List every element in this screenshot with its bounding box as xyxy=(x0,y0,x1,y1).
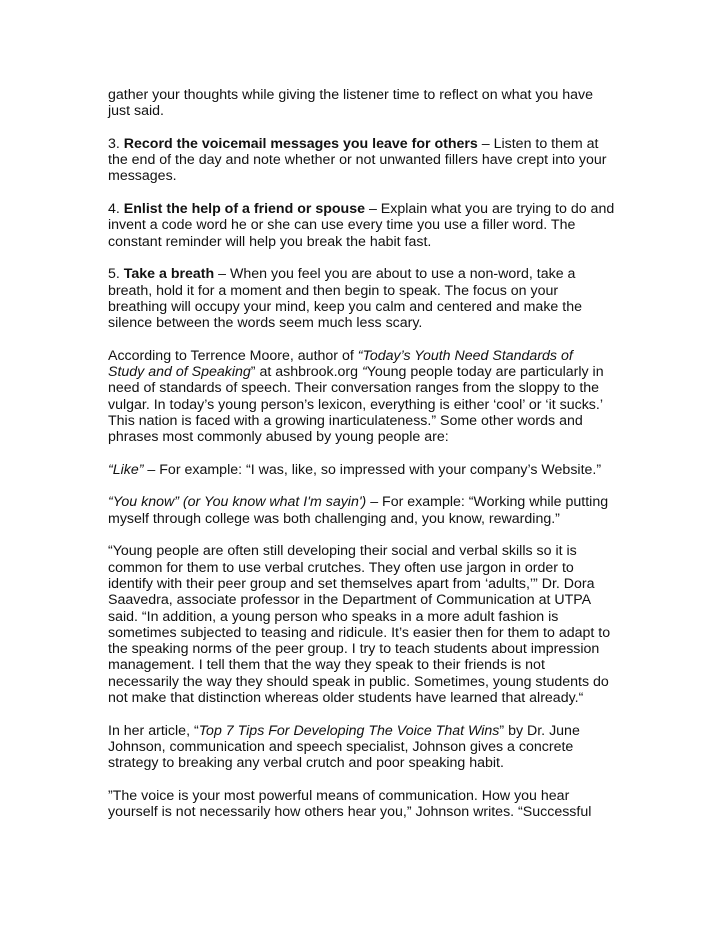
johnson-article-paragraph xyxy=(108,723,628,772)
tip-5-paragraph xyxy=(108,266,628,331)
text-segment: Young people today are particularly in need of standards of speech. Their conversation ranges from the sloppy to the vulgar. In today’s young person’s lexicon, everything is either ‘cool’ or ‘it sucks.’ This nation is faced with a growing inarticulateness.” Some other words and phrases most commonly abused by young people are: xyxy=(108,364,604,446)
paragraph-continuation: gather your thoughts while giving the listener time to reflect on what you have just said. xyxy=(108,87,594,120)
quote-mark: “ xyxy=(361,364,367,381)
tip-3-paragraph xyxy=(108,136,628,185)
tip-heading: Record the voicemail messages you leave for others xyxy=(123,135,478,152)
article-title: “Today’s Youth Need Standards of Study and of Speaking xyxy=(108,347,573,381)
text-segment: In her article, “ xyxy=(108,722,199,739)
text-segment: ” at ashbrook.org xyxy=(250,364,362,381)
tip-heading: Take a breath xyxy=(123,266,215,283)
tip-heading: Enlist the help of a friend or spouse xyxy=(123,201,365,218)
tip-4-paragraph xyxy=(108,201,628,250)
tip-body: – Explain what you are trying to do and invent a code word he or she can use every time you use a filler word. The constant reminder will help you break the habit fast. xyxy=(108,201,615,250)
document-page xyxy=(108,87,628,837)
tip-number: 3. xyxy=(108,135,124,152)
example-text: – For example: “I was, like, so impressed with your company’s Website.” xyxy=(143,461,602,478)
tip-body: – When you feel you are about to use a non-word, take a breath, hold it for a moment and then begin to speak. The focus on your breathing will occupy your mind, keep you calm and centered and make the silence between the words seem much less scary. xyxy=(108,266,582,332)
text-segment: According to Terrence Moore, author of xyxy=(108,347,358,364)
filler-word: “You know” (or You know what I'm sayin') xyxy=(108,494,367,511)
saavedra-quote-paragraph: “Young people are often still developing their social and verbal skills so it is common for them to use verbal crutches. They often use jargon in order to identify with their peer group and set themselves apart from ‘adults,’” Dr. Dora Saavedra, associate professor in the Department of Communication at UTPA said. “In addition, a young person who speaks in a more adult fashion is sometimes subjected to teasing and ridicule. It’s easier then for them to adapt to the speaking norms of the peer group. I try to teach students about impression management. I tell them that the way they speak to their friends is not necessarily the way they should speak in public. Sometimes, young students do not make that distinction whereas older students have learned that already.“ xyxy=(108,543,611,706)
example-text: – For example: “Working while putting myself through college was both challenging and, you know, rewarding.” xyxy=(108,494,609,527)
example-like-paragraph xyxy=(108,462,628,478)
text-segment: ” by Dr. June Johnson, communication and speech specialist, Johnson gives a concrete strategy to breaking any verbal crutch and poor speaking habit. xyxy=(108,722,580,772)
tip-body: – Listen to them at the end of the day and note whether or not unwanted fillers have crept into your messages. xyxy=(108,135,607,185)
article-title: Top 7 Tips For Developing The Voice That Wins xyxy=(198,722,500,739)
moore-quote-paragraph xyxy=(108,348,628,446)
filler-word: “Like” xyxy=(108,461,144,478)
tip-number: 5. xyxy=(108,266,124,283)
tip-number: 4. xyxy=(108,201,124,218)
johnson-quote-paragraph: ”The voice is your most powerful means of communication. How you hear yourself is not necessarily how others hear you,” Johnson writes. “Successful xyxy=(108,787,592,821)
example-you-know-paragraph xyxy=(108,494,628,527)
